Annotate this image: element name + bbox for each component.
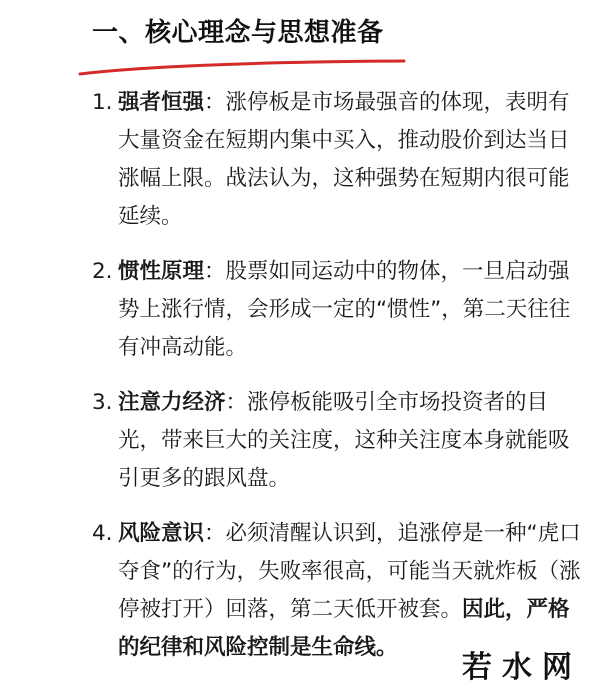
watermark-logo: 若水网	[462, 650, 582, 685]
list-item	[92, 253, 584, 367]
item-term: 强者恒强	[118, 90, 205, 115]
item-bold-conclusion: 因此，严格的纪律和风险控制是生命线。	[118, 597, 570, 660]
list-item	[92, 384, 584, 498]
principles-list	[92, 84, 584, 684]
list-item	[92, 84, 584, 236]
item-separator: ：	[204, 90, 226, 115]
item-term: 惯性原理	[118, 259, 205, 284]
item-text: 股票如同运动中的物体，一旦启动强势上涨行情，会形成一定的“惯性”，第二天往往有冲高动能。	[118, 259, 571, 360]
item-separator: ：	[204, 521, 226, 546]
item-text: 必须清醒认识到，追涨停是一种“虎口夺食”的行为，失败率很高，可能当天就炸板（涨停被打开）回落，第二天低开被套。	[118, 521, 581, 622]
item-term: 风险意识	[118, 521, 205, 546]
item-number: 1.	[92, 90, 113, 115]
item-separator: ：	[225, 390, 248, 415]
item-term: 注意力经济	[118, 390, 226, 415]
item-number: 3.	[92, 390, 113, 415]
item-number: 2.	[92, 259, 113, 284]
item-text: 涨停板是市场最强音的体现，表明有大量资金在短期内集中买入，推动股价到达当日涨幅上限。战法认为，这种强势在短期内很可能延续。	[118, 90, 570, 229]
section-heading: 一、核心理念与思想准备	[92, 18, 384, 48]
item-number: 4.	[92, 521, 113, 546]
item-text: 涨停板能吸引全市场投资者的目光，带来巨大的关注度，这种关注度本身就能吸引更多的跟风盘。	[118, 390, 570, 491]
red-underline	[78, 56, 408, 82]
item-separator: ：	[204, 259, 226, 284]
